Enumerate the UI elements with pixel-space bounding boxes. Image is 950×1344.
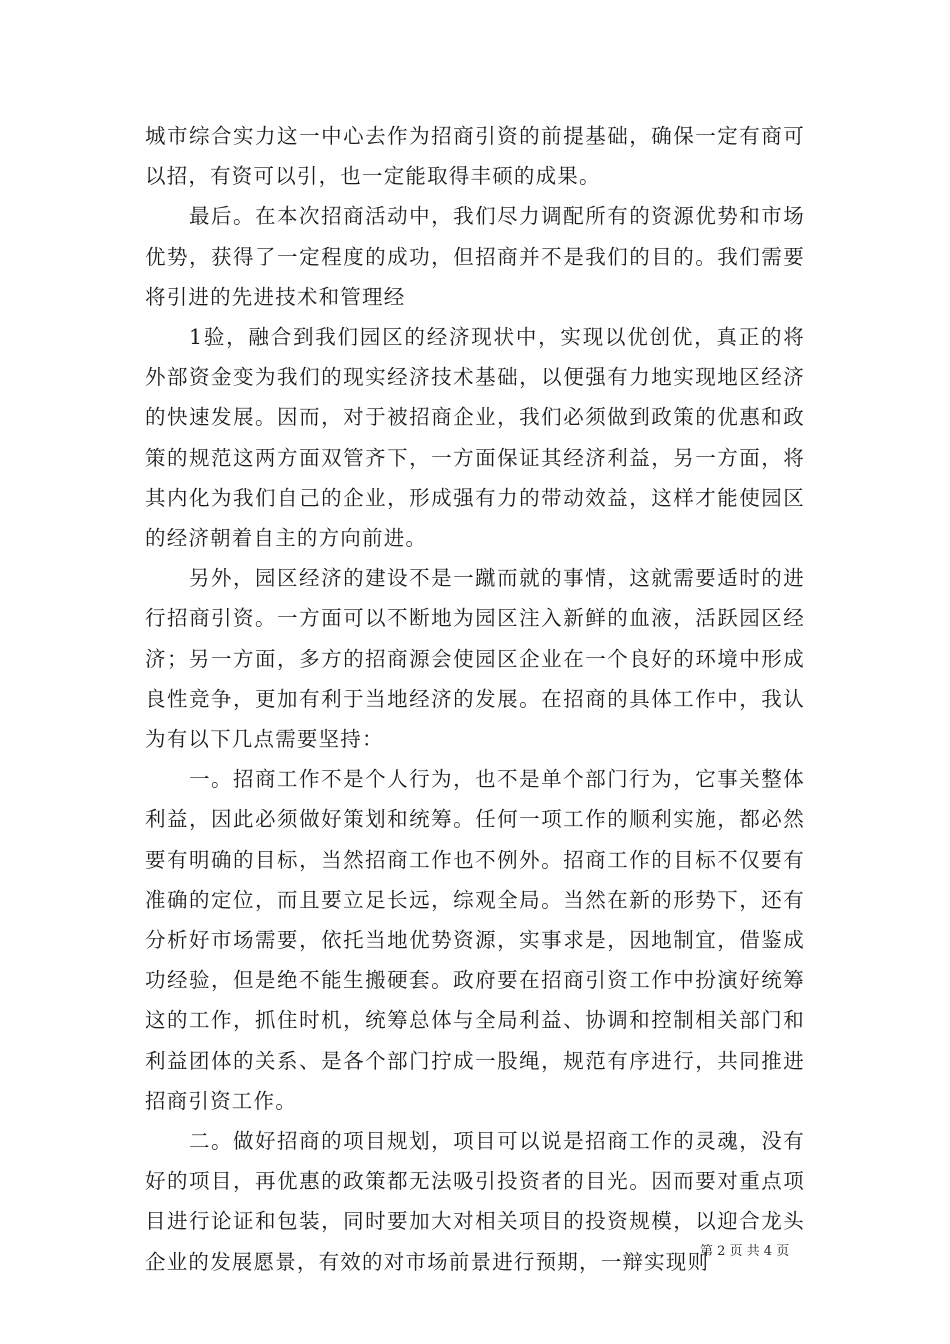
paragraph-experience: 1验，融合到我们园区的经济现状中，实现以优创优，真正的将外部资金变为我们的现实经济技术基础，以便强有力地实现地区经济的快速发展。因而，对于被招商企业，我们必须做到政策的优惠和政策的规范这两方面双管齐下，一方面保证其经济利益，另一方面，将其内化为我们自己的企业，形成强有力的带动效益，这样才能使园区的经济朝着自主的方向前进。 xyxy=(145,325,805,551)
paragraph-continuation: 城市综合实力这一中心去作为招商引资的前提基础，确保一定有商可以招，有资可以引，也一定能取得丰硕的成果。 xyxy=(145,124,805,189)
paragraph-point-one: 一。招商工作不是个人行为，也不是单个部门行为，它事关整体利益，因此必须做好策划和统筹。任何一项工作的顺利实施，都必然要有明确的目标，当然招商工作也不例外。招商工作的目标不仅要有准确的定位，而且要立足长远，综观全局。当然在新的形势下，还有分析好市场需要，依托当地优势资源，实事求是，因地制宜，借鉴成功经验，但是绝不能生搬硬套。政府要在招商引资工作中扮演好统筹这的工作，抓住时机，统筹总体与全局利益、协调和控制相关部门和利益团体的关系、是各个部门拧成一股绳，规范有序进行，共同推进招商引资工作。 xyxy=(145,767,805,1113)
paragraph-finally: 最后。在本次招商活动中，我们尽力调配所有的资源优势和市场优势，获得了一定程度的成功，但招商并不是我们的目的。我们需要将引进的先进技术和管理经 xyxy=(145,204,805,309)
document-body xyxy=(145,116,805,1282)
paragraph-point-two: 二。做好招商的项目规划，项目可以说是招商工作的灵魂，没有好的项目，再优惠的政策都无法吸引投资者的目光。因而要对重点项目进行论证和包装，同时要加大对相关项目的投资规模，以迎合龙头企业的发展愿景，有效的对市场前景进行预期，一辩实现则 xyxy=(145,1129,805,1274)
page-number-footer: 第 2 页 共 4 页 xyxy=(700,1244,790,1259)
paragraph-additionally: 另外，园区经济的建设不是一蹴而就的事情，这就需要适时的进行招商引资。一方面可以不断地为园区注入新鲜的血液，活跃园区经济；另一方面，多方的招商源会使园区企业在一个良好的环境中形成良性竞争，更加有利于当地经济的发展。在招商的具体工作中，我认为有以下几点需要坚持： xyxy=(145,566,805,752)
